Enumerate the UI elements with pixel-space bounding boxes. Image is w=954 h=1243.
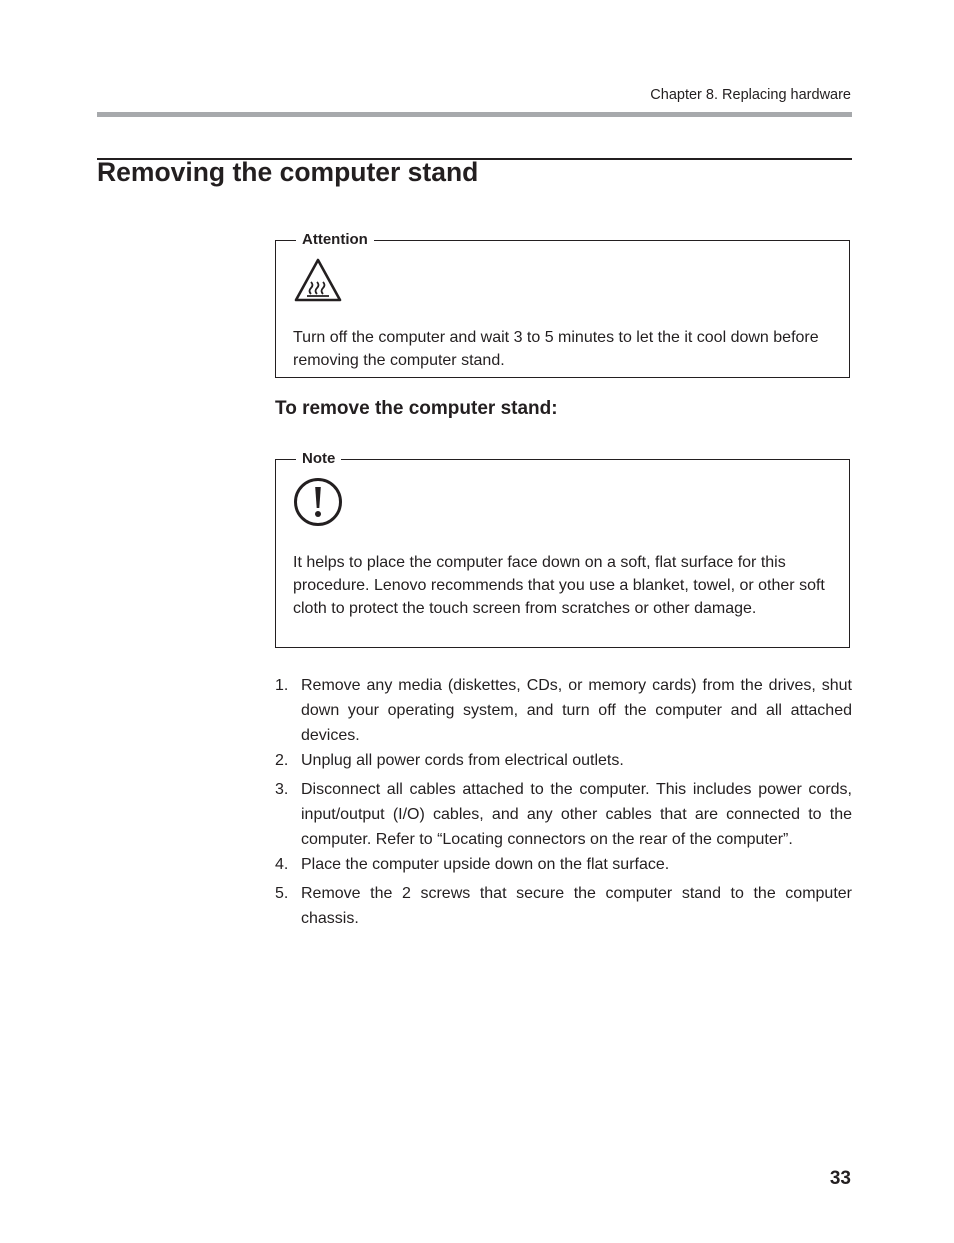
note-text: It helps to place the computer face down on a soft, flat surface for this procedure. Lenovo recommends that you use a blanket, towel, or other soft cloth to protect the touch screen from scratches or other damage. (293, 554, 825, 617)
page-number: 33 (829, 1168, 851, 1189)
hot-surface-warning-icon (293, 256, 343, 306)
procedure-steps (275, 673, 852, 931)
attention-label: Attention (296, 230, 374, 250)
note-label: Note (296, 449, 341, 469)
step-text: Place the computer upside down on the flat surface. (301, 856, 670, 873)
page-title: Removing the computer stand (97, 157, 479, 187)
step-number: 3. (275, 781, 289, 798)
step-item (275, 881, 852, 931)
step-text: Disconnect all cables attached to the computer. This includes power cords, input/output (I/O) cables, and any other cables that are connected to the computer. Refer to “Locating connectors on the rear of the computer”. (301, 781, 852, 848)
step-item (275, 748, 852, 773)
step-number: 5. (275, 885, 289, 902)
procedure-heading: To remove the computer stand: (275, 398, 558, 419)
running-head: Chapter 8. Replacing hardware (650, 87, 851, 103)
exclamation-circle-icon (293, 477, 343, 527)
attention-text: Turn off the computer and wait 3 to 5 minutes to let the it cool down before removing the computer stand. (293, 329, 819, 369)
step-item (275, 852, 852, 877)
note-box (275, 450, 850, 648)
step-text: Unplug all power cords from electrical outlets. (301, 752, 624, 769)
step-text: Remove any media (diskettes, CDs, or memory cards) from the drives, shut down your operating system, and turn off the computer and all attached devices. (301, 677, 852, 744)
step-item (275, 777, 852, 852)
step-number: 4. (275, 856, 289, 873)
step-number: 2. (275, 752, 289, 769)
attention-box (275, 231, 850, 378)
step-item (275, 673, 852, 748)
step-text: Remove the 2 screws that secure the computer stand to the computer chassis. (301, 885, 852, 927)
step-number: 1. (275, 677, 289, 694)
header-rule (97, 112, 852, 117)
